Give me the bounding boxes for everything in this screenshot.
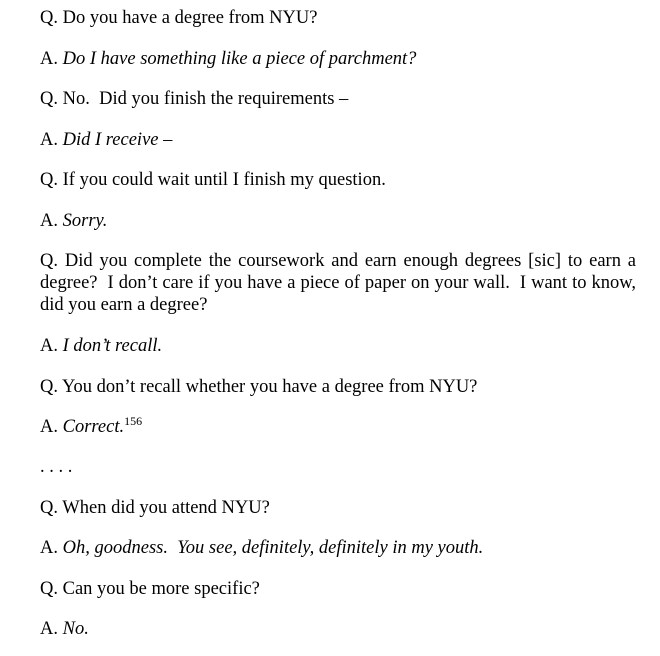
answer-text: Sorry. bbox=[62, 211, 108, 231]
answer-text: No. bbox=[62, 619, 89, 639]
answer-prefix: A. bbox=[40, 49, 58, 69]
question-line bbox=[40, 497, 636, 519]
question-paragraph bbox=[40, 250, 641, 316]
question-line bbox=[40, 7, 636, 29]
question-text: You don’t recall whether you have a degree from NYU? bbox=[61, 377, 478, 397]
question-line bbox=[40, 88, 636, 110]
answer-line bbox=[40, 537, 636, 559]
answer-line bbox=[40, 129, 636, 151]
question-text: When did you attend NYU? bbox=[62, 498, 270, 518]
answer-line bbox=[40, 618, 636, 640]
question-line bbox=[40, 578, 636, 600]
answer-line bbox=[40, 210, 636, 232]
answer-prefix: A. bbox=[40, 130, 58, 150]
answer-line bbox=[40, 48, 636, 70]
question-text: Do you have a degree from NYU? bbox=[62, 8, 318, 28]
answer-text: Did I receive – bbox=[62, 130, 173, 150]
answer-text: Do I have something like a piece of parchment? bbox=[62, 49, 417, 69]
answer-text: Correct. bbox=[62, 417, 125, 437]
question-text: If you could wait until I finish my question. bbox=[62, 170, 386, 190]
answer-text: I don’t recall. bbox=[62, 336, 163, 356]
answer-prefix: A. bbox=[40, 336, 58, 356]
answer-prefix: A. bbox=[40, 538, 58, 558]
question-prefix: Q. bbox=[40, 8, 58, 28]
question-prefix: Q. bbox=[40, 170, 58, 190]
answer-text: Oh, goodness. You see, definitely, definitely in my youth. bbox=[62, 538, 484, 558]
question-prefix: Q. bbox=[40, 498, 58, 518]
answer-prefix: A. bbox=[40, 619, 58, 639]
question-text: No. Did you finish the requirements – bbox=[62, 89, 349, 109]
question-text: Can you be more specific? bbox=[62, 579, 260, 599]
answer-prefix: A. bbox=[40, 417, 58, 437]
question-prefix: Q. bbox=[40, 89, 58, 109]
question-line bbox=[40, 169, 636, 191]
ellipsis: . . . . bbox=[40, 457, 73, 477]
question-text: Did you complete the coursework and earn enough degrees [sic] to earn a degree? I don’t care if you have a piece of paper on your wall. I want to know, did you earn a degree? bbox=[40, 251, 641, 315]
question-line bbox=[40, 376, 636, 398]
question-prefix: Q. bbox=[40, 251, 58, 271]
question-prefix: Q. bbox=[40, 579, 58, 599]
footnote-marker: 156 bbox=[124, 414, 143, 428]
answer-line bbox=[40, 335, 636, 357]
question-prefix: Q. bbox=[40, 377, 58, 397]
answer-prefix: A. bbox=[40, 211, 58, 231]
answer-line bbox=[40, 416, 636, 438]
